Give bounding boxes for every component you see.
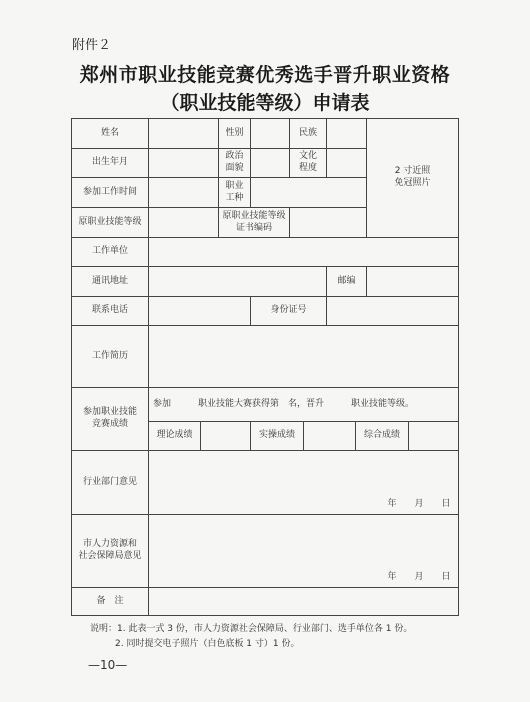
photo-label-line2: 免冠照片 (394, 178, 431, 188)
competition-sentence: 参加 职业技能大赛获得第 名，晋升 职业技能等级。 (153, 398, 415, 409)
photo-label-line1: 2 寸近照 (394, 166, 431, 177)
label-work-start: 参加工作时间 (82, 186, 137, 197)
label-employer: 工作单位 (91, 246, 128, 257)
label-orig-cert-line1: 原职业技能等级 (222, 210, 286, 221)
label-competition (72, 388, 148, 450)
label-education-line1: 文化 (298, 151, 317, 162)
label-political (219, 149, 250, 177)
label-occupation-line2: 工种 (225, 192, 244, 203)
photo-box (367, 119, 458, 237)
label-orig-cert-line2: 证书编码 (235, 222, 272, 233)
label-competition-line2: 竞赛成绩 (91, 419, 128, 429)
label-remarks: 备 注 (96, 595, 124, 606)
label-political-line1: 政治 (225, 151, 244, 162)
label-id-number: 身份证号 (270, 305, 307, 316)
label-hr-opinion-line2: 社会保障局意见 (78, 551, 142, 561)
label-resume: 工作简历 (91, 350, 128, 361)
note-line-2: 2. 同时提交电子照片（白色底板 1 寸）1 份。 (115, 638, 300, 649)
col-divider (148, 118, 149, 616)
label-postcode: 邮编 (337, 275, 356, 286)
col-divider (289, 207, 290, 237)
col-divider (366, 266, 367, 296)
label-theory-score: 理论成绩 (156, 430, 193, 441)
label-industry-opinion: 行业部门意见 (82, 476, 137, 487)
col-divider (250, 177, 251, 207)
label-address: 通讯地址 (91, 275, 128, 286)
col-divider (408, 421, 409, 450)
table-border-bottom (71, 615, 459, 616)
label-hr-opinion-line1: 市人力资源和 (82, 539, 137, 550)
industry-date: 年 月 日 (387, 499, 451, 510)
label-occupation (219, 178, 250, 207)
label-political-line2: 面貌 (225, 163, 244, 173)
col-divider (250, 118, 251, 178)
label-education (290, 149, 326, 177)
label-birth-date: 出生年月 (91, 157, 128, 168)
label-phone: 联系电话 (91, 305, 128, 316)
label-practical-score: 实操成绩 (258, 430, 295, 441)
form-title-line-2: （职业技能等级）申请表 (160, 92, 370, 114)
label-orig-level: 原职业技能等级 (78, 216, 142, 227)
label-name: 姓名 (100, 127, 119, 138)
table-border-right (458, 118, 459, 616)
label-education-line2: 程度 (298, 163, 317, 173)
col-divider (200, 421, 201, 450)
annex-label: 附件２ (72, 38, 112, 53)
col-divider (326, 296, 327, 325)
col-divider (326, 118, 327, 178)
label-gender: 性别 (225, 127, 244, 138)
hr-date: 年 月 日 (387, 572, 451, 583)
label-overall-score: 综合成绩 (363, 430, 400, 441)
label-hr-opinion (72, 515, 148, 587)
label-occupation-line1: 职业 (225, 180, 244, 191)
form-title-line-1: 郑州市职业技能竞赛优秀选手晋升职业资格 (79, 64, 451, 86)
label-orig-cert (219, 208, 289, 237)
label-ethnicity: 民族 (298, 127, 317, 138)
page-number: —10— (88, 658, 128, 672)
col-divider (303, 421, 304, 450)
form-notes (90, 622, 412, 652)
label-competition-line1: 参加职业技能 (82, 407, 137, 418)
note-line-1: 说明：1. 此表一式 3 份，市人力资源社会保障局、行业部门、选手单位各 1 份。 (90, 624, 413, 634)
